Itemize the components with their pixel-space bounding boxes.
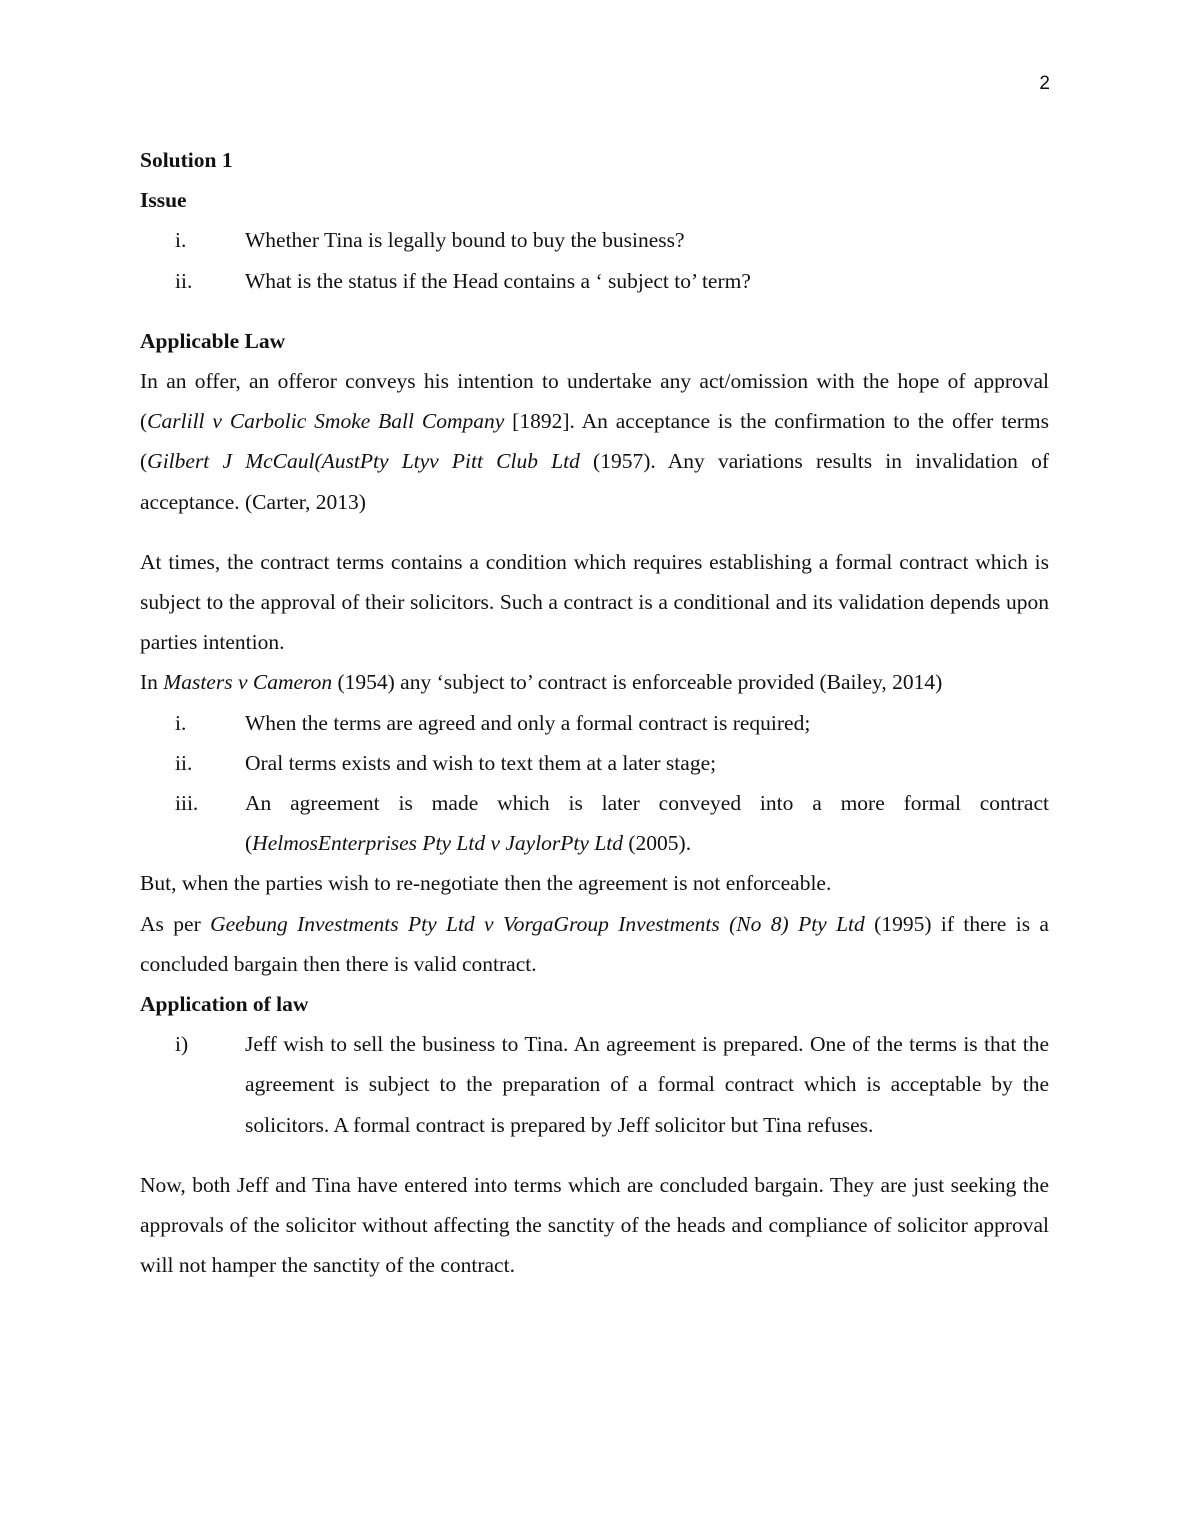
- case-citation: Masters v Cameron: [163, 670, 333, 695]
- list-item-text: What is the status if the Head contains a ‘ subject to’ term?: [245, 268, 751, 293]
- list-marker: i.: [175, 228, 187, 253]
- conditional-contract-paragraph: At times, the contract terms contains a condition which requires establishing a formal contract which is subject to the approval of their solicitors. Such a contract is a conditional and its validation depends upon parties intention.: [140, 549, 1049, 655]
- list-item-text: (2005).: [623, 831, 692, 856]
- list-item: [140, 220, 1049, 260]
- applicable-law-heading: Applicable Law: [140, 328, 286, 353]
- application-heading: Application of law: [140, 992, 309, 1017]
- case-citation: Carlill v Carbolic Smoke Ball Company: [147, 409, 505, 434]
- issue-list: [140, 220, 1049, 300]
- list-item: [140, 261, 1049, 301]
- list-item: [140, 743, 1049, 783]
- document-body: [140, 140, 1049, 1285]
- application-list: [140, 1024, 1049, 1145]
- list-item-text: Whether Tina is legally bound to buy the business?: [245, 228, 685, 253]
- list-item-text: Oral terms exists and wish to text them at a later stage;: [245, 750, 717, 775]
- offer-acceptance-paragraph: [140, 361, 1049, 522]
- case-citation: Geebung Investments Pty Ltd v VorgaGroup Investments (No 8) Pty Ltd: [210, 911, 865, 936]
- list-marker: i.: [175, 710, 187, 735]
- list-item-text: When the terms are agreed and only a formal contract is required;: [245, 710, 811, 735]
- masters-cameron-paragraph: [140, 662, 1049, 702]
- paragraph-text: As per: [140, 911, 211, 936]
- conclusion-paragraph: Now, both Jeff and Tina have entered into terms which are concluded bargain. They are just seeking the approvals of the solicitor without affecting the sanctity of the heads and compliance of solicitor approval will not hamper the sanctity of the contract.: [140, 1172, 1049, 1278]
- list-item-text: Jeff wish to sell the business to Tina. An agreement is prepared. One of the terms is that the agreement is subject to the preparation of a formal contract which is acceptable by the solicitors. A formal contract is prepared by Jeff solicitor but Tina refuses.: [245, 1032, 1049, 1137]
- paragraph-text: (1957). Any variations results in invalidation of acceptance. (Carter, 2013): [140, 449, 1049, 514]
- list-marker: iii.: [175, 791, 199, 816]
- page-number: 2: [1039, 73, 1050, 94]
- list-marker: ii.: [175, 268, 193, 293]
- list-marker: ii.: [175, 750, 193, 775]
- case-citation: Gilbert J McCaul(AustPty Ltyv Pitt Club Ltd: [147, 449, 580, 474]
- paragraph-text: In: [140, 670, 164, 695]
- list-item: [140, 1024, 1049, 1145]
- paragraph-text: [1892]. An acceptance is the confirmation to the offer terms (: [140, 409, 1049, 474]
- geebung-paragraph: [140, 904, 1049, 984]
- enforceable-conditions-list: [140, 703, 1049, 864]
- paragraph-text: In an offer, an offeror conveys his intention to undertake any act/omission with the hope of approval (: [140, 369, 1049, 434]
- paragraph-text: (1954) any ‘subject to’ contract is enforceable provided (Bailey, 2014): [332, 670, 943, 695]
- case-citation: HelmosEnterprises Pty Ltd v JaylorPty Ltd: [252, 831, 623, 856]
- list-item: [140, 703, 1049, 743]
- issue-heading: Issue: [140, 188, 187, 213]
- list-item: [140, 783, 1049, 863]
- paragraph-text: (1995) if there is a concluded bargain then there is valid contract.: [140, 911, 1049, 976]
- renegotiation-paragraph: But, when the parties wish to re-negotiate then the agreement is not enforceable.: [140, 871, 832, 896]
- solution-title: Solution 1: [140, 148, 233, 172]
- list-item-text: An agreement is made which is later conveyed into a more formal contract (: [245, 791, 1049, 856]
- list-marker: i): [175, 1032, 189, 1057]
